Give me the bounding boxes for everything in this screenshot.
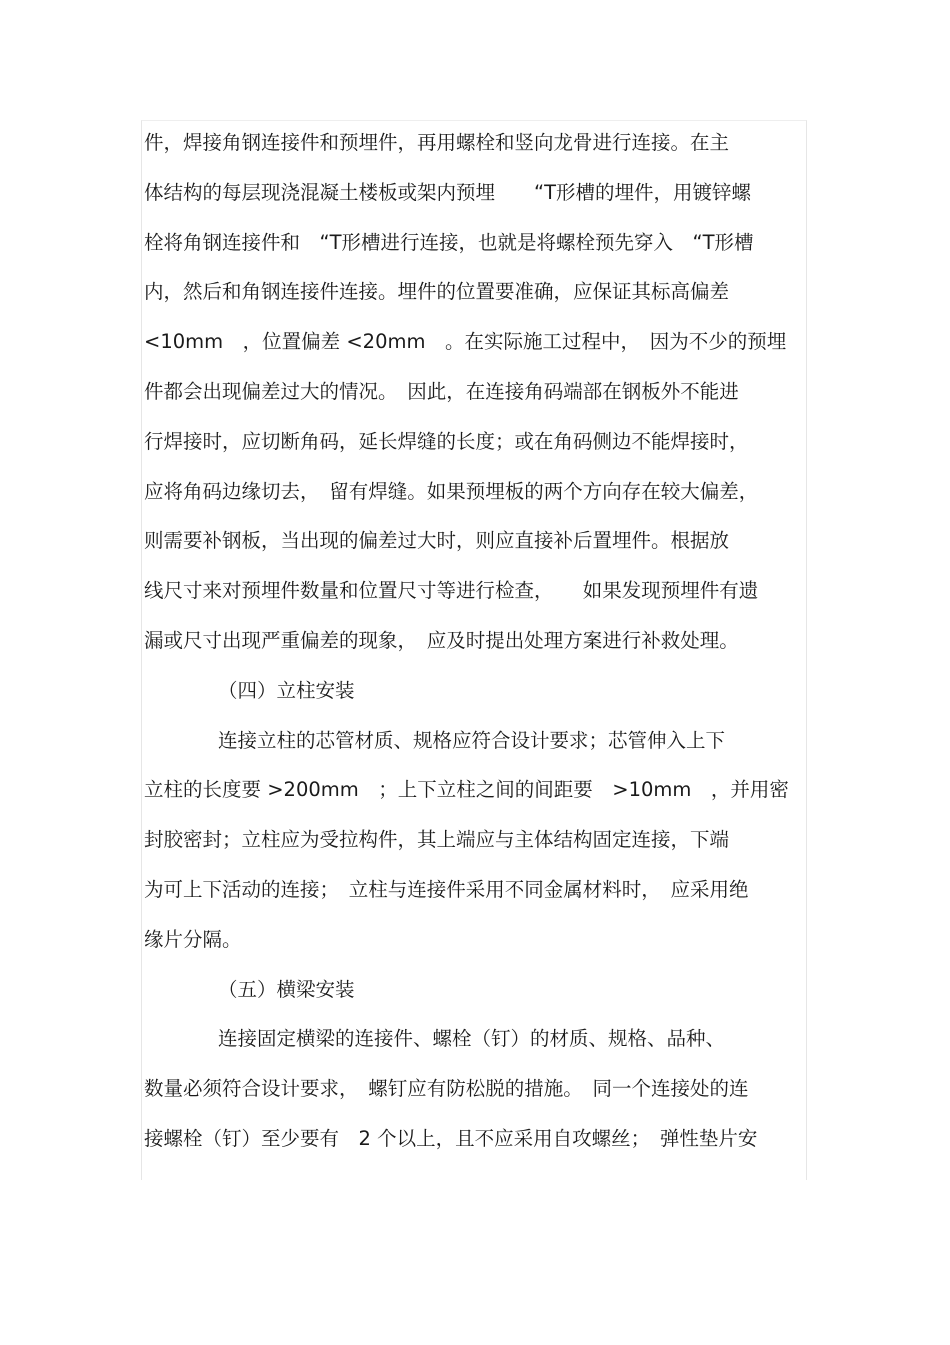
text-line-13: 连接立柱的芯管材质、规格应符合设计要求；芯管伸入上下 <box>218 728 726 752</box>
text-line-3: 栓将角钢连接件和 “T形槽进行连接，也就是将螺栓预先穿入 “T形槽 <box>144 230 754 254</box>
section-heading-columns: （四）立柱安装 <box>218 678 355 702</box>
text-line-4: 内，然后和角钢连接件连接。埋件的位置要准确，应保证其标高偏差 <box>144 280 730 304</box>
text-line-2: 体结构的每层现浇混凝土楼板或架内预埋 “T形槽的埋件，用镀锌螺 <box>144 180 752 204</box>
text-line-5: <10mm ，位置偏差 <20mm 。在实际施工过程中， 因为不少的预埋 <box>144 330 787 354</box>
text-line-11: 漏或尺寸出现严重偏差的现象， 应及时提出处理方案进行补救处理。 <box>144 628 739 652</box>
text-line-19: 连接固定横梁的连接件、螺栓（钉）的材质、规格、品种、 <box>218 1027 726 1051</box>
text-line-8: 应将角码边缘切去， 留有焊缝。如果预埋板的两个方向存在较大偏差， <box>144 479 759 503</box>
text-line-20: 数量必须符合设计要求， 螺钉应有防松脱的措施。 同一个连接处的连 <box>144 1077 749 1101</box>
text-line-15: 封胶密封；立柱应为受拉构件，其上端应与主体结构固定连接，下端 <box>144 828 730 852</box>
text-line-6: 件都会出现偏差过大的情况。 因此，在连接角码端部在钢板外不能进 <box>144 379 739 403</box>
text-line-21: 接螺栓（钉）至少要有 2 个以上，且不应采用自攻螺丝； 弹性垫片安 <box>144 1126 758 1150</box>
text-line-9: 则需要补钢板，当出现的偏差过大时，则应直接补后置埋件。根据放 <box>144 529 730 553</box>
text-line-17: 缘片分隔。 <box>144 927 242 951</box>
text-line-14: 立柱的长度要 >200mm ；上下立柱之间的间距要 >10mm ，并用密 <box>144 778 789 802</box>
text-line-10: 线尺寸来对预埋件数量和位置尺寸等进行检查， 如果发现预埋件有遗 <box>144 579 759 603</box>
text-line-1: 件，焊接角钢连接件和预埋件，再用螺栓和竖向龙骨进行连接。在主 <box>144 131 730 154</box>
text-line-16: 为可上下活动的连接； 立柱与连接件采用不同金属材料时， 应采用绝 <box>144 877 749 901</box>
document-body <box>144 118 809 1164</box>
section-heading-beams: （五）横梁安装 <box>218 977 355 1001</box>
text-line-7: 行焊接时，应切断角码，延长焊缝的长度；或在角码侧边不能焊接时， <box>144 429 749 453</box>
